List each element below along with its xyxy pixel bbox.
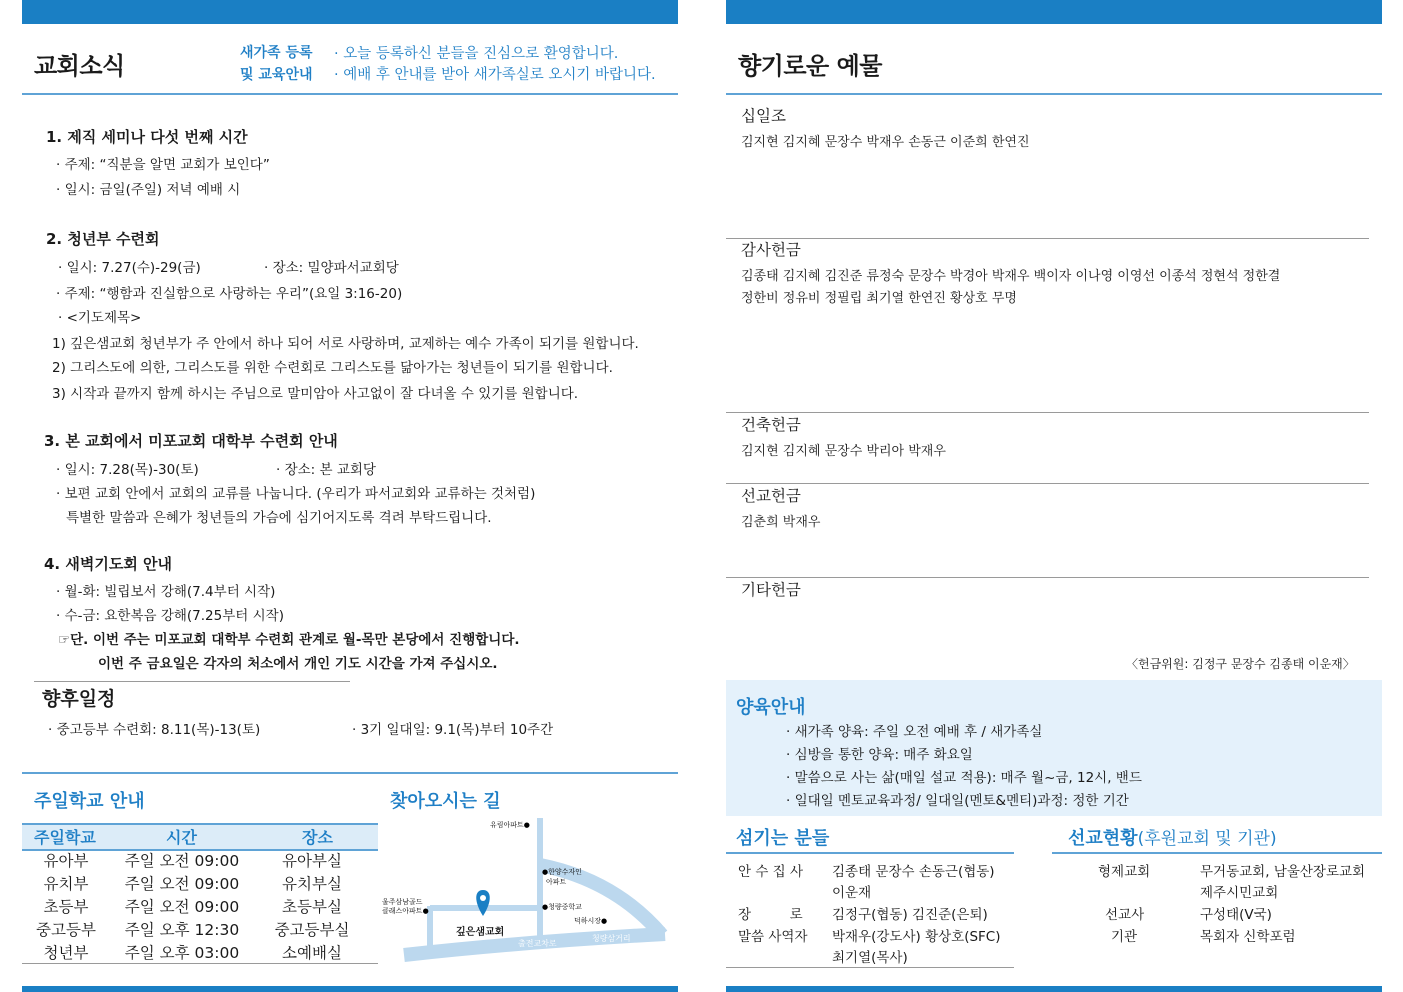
table-cell-dept: 청년부 [43,944,89,962]
servers-title: 섬기는 분들 [736,828,830,849]
table-cell-place: 초등부실 [282,898,342,916]
news-item-1-line: · 일시: 금일(주일) 저녁 예배 시 [56,182,241,198]
mission-kind: 형제교회 [1098,864,1151,880]
map-label: 유림아파트● [490,821,530,829]
table-cell-place: 중고등부실 [274,921,350,939]
mission-top-line [1052,852,1382,854]
news-item-2-line: · 장소: 밀양파서교회당 [264,260,399,276]
table-cell-place: 소예배실 [282,944,342,962]
nurture-line: · 새가족 양육: 주일 오전 예배 후 / 새가족실 [786,724,1043,740]
map-road-label: 출전교차로 [518,939,557,948]
map-title: 찾아오시는 길 [390,791,501,812]
map-label: 클래스아파트● [382,907,429,915]
offering-group-title: 선교헌금 [741,487,801,505]
table-cell-dept: 초등부 [43,898,89,916]
nurture-line: · 말씀으로 사는 삶(매일 설교 적용): 매주 월~금, 12시, 밴드 [786,770,1142,786]
offering-group-divider [726,238,1369,239]
offering-names: 김지현 김지혜 문장수 박리아 박재우 [741,444,946,459]
table-cell-time: 주일 오전 09:00 [124,898,240,916]
servers-top-line [726,852,1014,854]
newcomer-label-1: 새가족 등록 [240,45,313,61]
newcomer-line-2: · 예배 후 안내를 받아 새가족실로 오시기 바랍니다. [334,67,656,83]
table-header: 시간 [166,828,197,847]
news-item-3-line: · 일시: 7.28(목)-30(토) [56,462,199,478]
nurture-line: · 심방을 통한 양육: 매주 화요일 [786,747,973,763]
table-cell-place: 유아부실 [282,852,342,870]
news-item-4-line: · 수-금: 요한복음 강해(7.25부터 시작) [56,608,284,624]
offering-names: 김춘희 박재우 [741,515,821,530]
server-names: 최기열(목사) [832,950,908,966]
table-cell-time: 주일 오전 09:00 [124,875,240,893]
newcomer-label-2: 및 교육안내 [240,67,313,83]
table-header: 장소 [302,828,333,847]
server-names: 박재우(강도사) 황상호(SFC) [832,929,1001,945]
map-pin-marker [476,890,490,916]
mission-kind: 선교사 [1105,907,1145,923]
nurture-title: 양육안내 [736,697,806,718]
table-cell-time: 주일 오전 09:00 [124,852,240,870]
server-names: 김정구(협동) 김진준(은퇴) [832,907,988,923]
table-cell-time: 주일 오후 03:00 [124,944,240,962]
newcomer-line-1: · 오늘 등록하신 분들을 진심으로 환영합니다. [334,46,619,62]
map-label: ●청량중학교 [542,903,582,911]
map-label: 덕하시장● [574,917,608,925]
table-bottom-line [22,963,378,964]
server-names: 이운재 [832,885,872,901]
offering-committee: 〈헌금위원: 김정구 문장수 김종태 이운재〉 [1126,657,1355,671]
bottom-bar-left [22,986,678,992]
news-item-2-line: 3) 시작과 끝까지 함께 하시는 주님으로 말미암아 사고없이 잘 다녀올 수 있기를 원합니다. [52,386,579,402]
server-role: 장 로 [738,907,803,923]
news-item-4-note: 이번 주 금요일은 각자의 처소에서 개인 기도 시간을 가져 주십시오. [98,656,498,672]
nurture-line: · 일대일 멘토교육과정/ 일대일(멘토&멘티)과정: 정한 기간 [786,793,1129,809]
schedule-divider [34,681,350,682]
mission-subtitle: (후원교회 및 기관) [1137,829,1277,849]
table-cell-dept: 유아부 [43,852,89,870]
map-church-label: 깊은샘교회 [456,927,505,938]
offering-divider [726,93,1382,95]
offering-group-divider [726,577,1369,578]
offering-group-title: 건축헌금 [741,416,801,434]
news-item-2-line: · <기도제목> [58,310,142,326]
news-title: 교회소식 [34,52,125,80]
servers-bottom-line [726,967,1014,968]
news-item-2-line: · 주제: “행함과 진실함으로 사랑하는 우리”(요일 3:16-20) [56,286,403,302]
offering-names: 김지현 김지혜 문장수 박재우 손동근 이준희 한연진 [741,135,1030,150]
mission-names: 제주시민교회 [1200,885,1279,901]
server-role: 안 수 집 사 [738,864,804,880]
news-item-2-title: 2. 청년부 수련회 [46,230,160,248]
news-item-4-note: ☞단. 이번 주는 미포교회 대학부 수련회 관계로 월-목만 본당에서 진행합니다. [58,632,520,648]
offering-group-divider [726,412,1369,413]
offering-title: 향기로운 예물 [738,52,882,80]
mission-title-main: 선교현황 [1068,828,1138,849]
news-item-3-title: 3. 본 교회에서 미포교회 대학부 수련회 안내 [44,432,338,450]
table-cell-dept: 유치부 [43,875,89,893]
schedule-item: · 중고등부 수련회: 8.11(목)-13(토) [48,722,261,738]
mission-title [1068,824,1277,850]
offering-group-title: 감사헌금 [741,241,801,259]
table-cell-time: 주일 오후 12:30 [124,921,240,939]
table-header: 주일학교 [34,828,96,847]
offering-group-title: 기타헌금 [741,581,801,599]
news-item-4-line: · 월-화: 빌립보서 강해(7.4부터 시작) [56,584,276,600]
offering-group-divider [726,483,1369,484]
news-item-2-line: 2) 그리스도에 의한, 그리스도를 위한 수련회로 그리스도를 닮아가는 청년들이 되기를 원합니다. [52,360,613,376]
news-item-3-line: · 보편 교회 안에서 교회의 교류를 나눕니다. (우리가 파서교회와 교류하는 것처럼) [56,486,536,502]
bottom-section-divider [22,772,678,774]
map-label: 울주삼남골드 [382,898,423,906]
news-item-2-line: 1) 깊은샘교회 청년부가 주 안에서 하나 되어 서로 사랑하며, 교제하는 예수 가족이 되기를 원합니다. [52,336,639,352]
server-role: 말씀 사역자 [738,929,808,945]
mission-names: 목회자 신학포럼 [1200,929,1296,945]
map-label: ●한양수자인 [542,868,582,876]
sunday-school-title: 주일학교 안내 [34,791,145,812]
table-cell-place: 유치부실 [282,875,342,893]
bottom-bar-right [726,986,1382,992]
map-pin-dot [480,895,486,901]
server-names: 김종태 문장수 손동근(협동) [832,864,995,880]
offering-names: 정한비 정유비 정필립 최기열 한연진 황상호 무명 [741,291,1017,306]
table-cell-dept: 중고등부 [36,921,96,939]
offering-names: 김종태 김지혜 김진준 류정숙 문장수 박경아 박재우 백이자 이나영 이영선 이종석 정현석 정한결 [741,269,1281,284]
map-label: 아파트 [546,878,567,886]
mission-names: 무거동교회, 남울산장로교회 [1200,864,1366,880]
news-item-3-line: 특별한 말씀과 은혜가 청년들의 가슴에 심기어지도록 격려 부탁드립니다. [66,510,492,526]
news-item-1-title: 1. 제직 세미나 다섯 번째 시간 [46,128,248,146]
top-bar-right [726,0,1382,24]
mission-kind: 기관 [1111,929,1138,945]
news-item-1-line: · 주제: “직분을 알면 교회가 보인다” [56,157,270,173]
schedule-title: 향후일정 [42,688,116,710]
directions-map [380,810,670,970]
news-item-4-title: 4. 새벽기도회 안내 [44,555,173,573]
mission-names: 구성태(V국) [1200,907,1272,923]
top-bar-left [22,0,678,24]
map-road-label: 청량삼거리 [592,934,631,943]
news-divider [22,93,678,95]
news-item-2-line: · 일시: 7.27(수)-29(금) [58,260,201,276]
schedule-item: · 3기 일대일: 9.1(목)부터 10주간 [352,722,554,738]
offering-group-title: 십일조 [741,107,786,125]
news-item-3-line: · 장소: 본 교회당 [276,462,376,478]
